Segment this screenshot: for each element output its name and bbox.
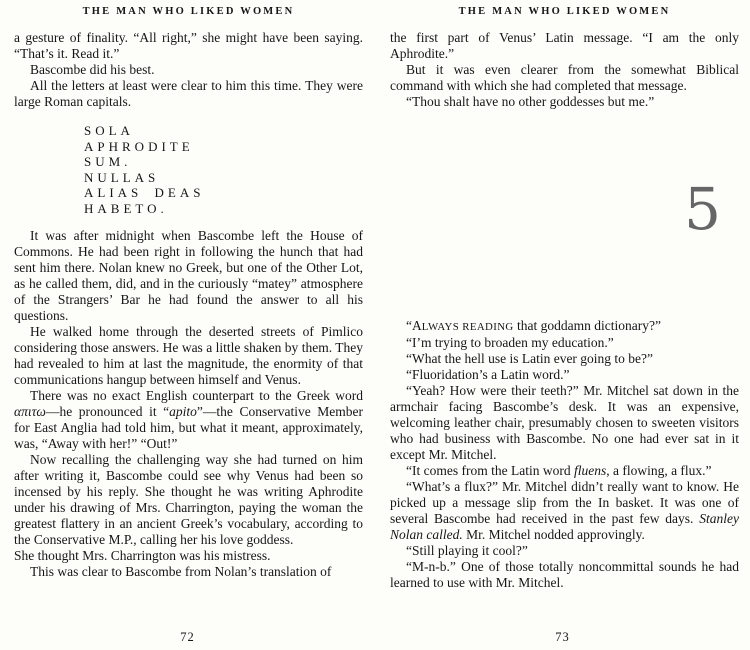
paragraph: a gesture of finality. “All right,” she might have been saying. “That’s it. Read it.”: [14, 30, 363, 61]
paragraph: But it was even clearer from the somewhat Biblical command with which she had completed that message.: [390, 62, 739, 93]
paragraph: [390, 463, 739, 479]
paragraph-text: , a flowing, a flux.”: [606, 463, 712, 478]
italic-word: fluens: [573, 463, 607, 478]
verse-line: SUM.: [84, 154, 132, 169]
running-header: THE MAN WHO LIKED WOMEN: [82, 6, 295, 17]
verse-line: NULLAS: [84, 169, 160, 185]
page-number: 72: [180, 630, 195, 644]
page-number: 73: [555, 630, 570, 644]
paragraph: All the letters at least were clear to him this time. They were large Roman capitals.: [14, 78, 363, 109]
italic-message: Stanley Nolan called.: [390, 511, 739, 542]
greek-word: απιτω: [14, 404, 46, 419]
running-header: THE MAN WHO LIKED WOMEN: [458, 6, 671, 17]
paragraph-text: —he pronounced it “: [45, 404, 170, 419]
paragraph-text: “It comes from the Latin word: [406, 463, 574, 478]
paragraph: He walked home through the deserted streets of Pimlico considering those answers. He was a little shaken by them. They had revealed to him at last the magnitude, the enormity of that communications hangup between himself and Venus.: [14, 324, 363, 387]
paragraph: “I’m trying to broaden my education.”: [406, 335, 614, 350]
paragraph: This was clear to Bascombe from Nolan’s translation of: [30, 564, 332, 579]
paragraph: Now recalling the challenging way she had turned on him after writing it, Bascombe could see why Venus had been so incensed by his reply. She thought he was writing Aphrodite under his drawing of Mrs. Charrington, paying the woman the greatest flattery in an ancient Greek’s vocabulary, according to the Conservative M.P., calling her his love goddess.: [14, 452, 363, 547]
paragraph-text: There was no exact English counterpart to the Greek word: [30, 388, 363, 403]
italic-word: apito: [169, 404, 197, 419]
paragraph: [390, 479, 739, 543]
paragraph: the first part of Venus’ Latin message. “I am the only Aphrodite.”: [390, 30, 739, 61]
chapter-opening-text: [390, 318, 739, 591]
paragraph: Bascombe did his best.: [30, 62, 155, 77]
paragraph: “Still playing it cool?”: [406, 543, 528, 558]
paragraph: [390, 318, 739, 335]
verse-line: SOLA: [84, 123, 134, 138]
paragraph: “Fluoridation’s a Latin word.”: [406, 367, 570, 382]
paragraph-text: Mr. Mitchel nodded approvingly.: [462, 527, 645, 542]
page-right: [375, 0, 750, 650]
verse-line: HABETO.: [84, 200, 168, 216]
paragraph: “M-n-b.” One of those totally noncommittal sounds he had learned to use with Mr. Mitchel.: [390, 559, 739, 590]
verse-line: APHRODITE: [84, 138, 194, 154]
paragraph: “Thou shalt have no other goddesses but me.”: [406, 94, 655, 109]
latin-verse: [84, 123, 363, 216]
small-caps-text: LWAYS READING: [421, 321, 514, 333]
paragraph-text: “What’s a flux?” Mr. Mitchel didn’t really want to know. He picked up a message slip from the In basket. It was one of several Bascombe had received in the past few days.: [390, 479, 739, 526]
chapter-number: 5: [684, 175, 721, 243]
paragraph-text: “A: [406, 318, 422, 333]
paragraph-text: that goddamn dictionary?”: [513, 318, 661, 333]
paragraph: It was after midnight when Bascombe left the House of Commons. He had been right in following the hunch that had sent him there. Nolan knew no Greek, but one of the Other Lot, as he called them, did, and in the curiously “matey” atmosphere of the Strangers’ Bar he had found the answer to all his questions.: [14, 228, 363, 323]
paragraph: She thought Mrs. Charrington was his mistress.: [14, 548, 271, 563]
verse-line: ALIAS DEAS: [84, 185, 205, 200]
paragraph: [14, 388, 363, 452]
paragraph-text: ”—the Conservative Member for East Anglia had told him, but what it meant, approximately, was, “Away with her!” “Out!”: [14, 404, 363, 451]
paragraph: “Yeah? How were their teeth?” Mr. Mitchel sat down in the armchair facing Bascombe’s desk. It was an expensive, welcoming leather chair, presumably chosen to sweeten visitors who had business with Bascombe. No one had ever sat in it except Mr. Mitchel.: [390, 383, 739, 462]
paragraph: “What the hell use is Latin ever going to be?”: [406, 351, 654, 366]
